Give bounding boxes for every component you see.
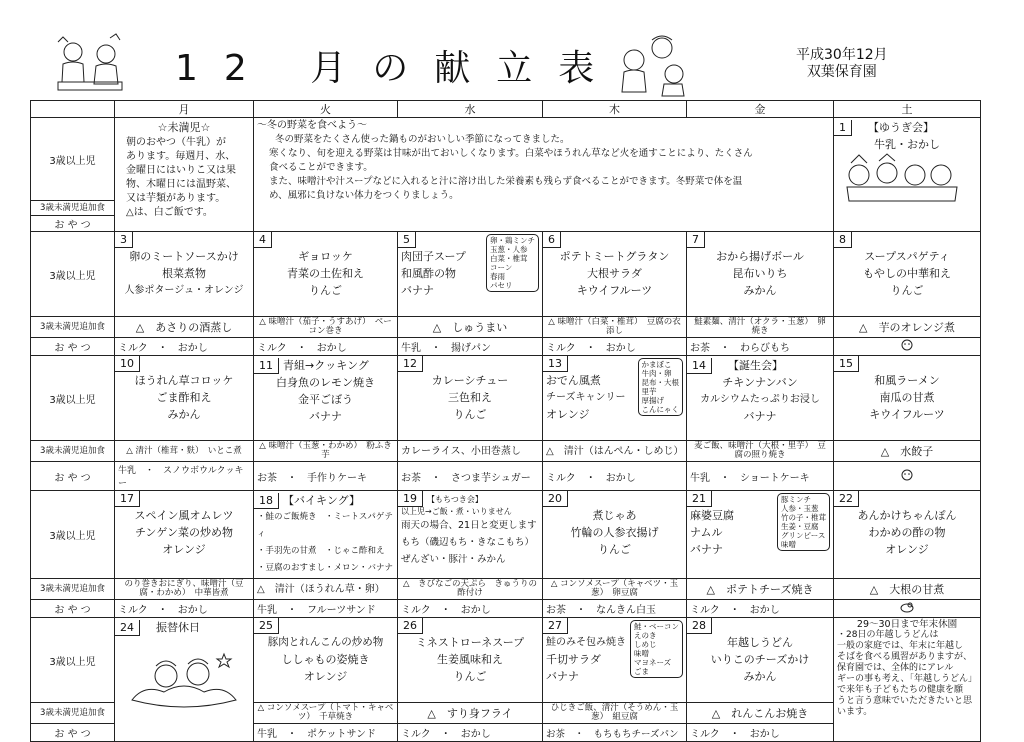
essay-cell bbox=[254, 118, 834, 232]
ingredient: 鮭・ベーコン bbox=[634, 622, 679, 631]
row-label-sub: 3歳未満児追加食 bbox=[31, 703, 115, 724]
day-cell-21 bbox=[687, 491, 834, 579]
menu-item: 昆布いりち bbox=[732, 267, 788, 280]
snack: ミルク ・ おかし bbox=[115, 600, 254, 618]
day-cell-10 bbox=[115, 356, 254, 441]
ingredient: 里芋 bbox=[641, 387, 657, 396]
row-label-main: 3歳以上児 bbox=[31, 491, 115, 579]
day-cell-18 bbox=[254, 491, 398, 579]
menu-item: ・手羽先の甘煮 ・じゃこ酢和え bbox=[257, 546, 385, 556]
recital-children-illustration bbox=[837, 153, 967, 203]
menu-item: 和風ラーメン bbox=[874, 374, 940, 387]
nursery-name: 双葉保育園 bbox=[806, 64, 877, 80]
row-label-snack: お や つ bbox=[31, 600, 115, 618]
menu-item: ギョロッケ bbox=[298, 250, 353, 263]
ingredient: マヨネーズ bbox=[634, 658, 672, 667]
snack: ミルク ・ おかし bbox=[687, 600, 834, 618]
row-label-sub: 3歳未満児追加食 bbox=[31, 579, 115, 600]
day-cell-17 bbox=[115, 491, 254, 579]
ingredient: 竹の子・椎茸 bbox=[781, 513, 826, 522]
snack: お茶 ・ なんきん白玉 bbox=[543, 600, 687, 618]
snack: ミルク ・ おかし bbox=[543, 338, 687, 356]
day-cell-14 bbox=[687, 356, 834, 441]
day-number: 10 bbox=[115, 356, 140, 372]
snack: ミルク ・ おかし bbox=[687, 724, 834, 742]
day-number: 11 bbox=[254, 358, 279, 374]
snack: ミルク ・ おかし bbox=[115, 338, 254, 356]
menu-item: ポテトミートグラタン bbox=[559, 250, 670, 263]
children-reading-illustration bbox=[48, 32, 130, 94]
week5-main-row bbox=[31, 618, 981, 703]
sub-dish: △ れんこんお焼き bbox=[687, 703, 834, 724]
menu-item: 南瓜の甘煮 bbox=[879, 391, 935, 404]
day-cell-25 bbox=[254, 618, 398, 703]
snack: 牛乳 ・ ポケットサンド bbox=[254, 724, 398, 742]
day-cell-12 bbox=[398, 356, 543, 441]
day-cell-13 bbox=[543, 356, 687, 441]
ingredient: パセリ bbox=[490, 281, 513, 290]
page-title: 12 月の献立表 bbox=[175, 48, 621, 89]
menu-item: オレンジ bbox=[162, 543, 206, 556]
ingredient: しめじ bbox=[634, 640, 657, 649]
row-label-snack: お や つ bbox=[31, 216, 115, 232]
snack: お茶 ・ さつま芋シュガー bbox=[398, 462, 543, 491]
essay-line: 冬の野菜をたくさん使った鍋ものがおいしい季節になってきました。 bbox=[275, 134, 570, 145]
sub-dish: △ 味噌汁（茄子・うすあげ） ベーコン巻き bbox=[254, 317, 398, 338]
row-label-sub: 3歳未満児追加食 bbox=[31, 201, 115, 216]
menu-item: 牛乳・おかし bbox=[874, 138, 940, 151]
menu-item: 大根サラダ bbox=[587, 267, 642, 280]
menu-table bbox=[30, 100, 981, 742]
menu-item: 根菜煮物 bbox=[162, 267, 206, 280]
memo-line: そばを食べる風習がありますが、 bbox=[837, 652, 973, 662]
memo-line: 一般の家庭では、年末に年越し bbox=[837, 641, 964, 651]
sub-dish: △ しゅうまい bbox=[398, 317, 543, 338]
day-cell-4 bbox=[254, 232, 398, 317]
menu-item: 鮭のみそ包み焼き bbox=[546, 637, 626, 648]
menu-item: 青菜の土佐和え bbox=[287, 267, 364, 280]
sub-dish: △ コンソメスープ（トマト・キャベツ） 千草焼き bbox=[254, 703, 398, 724]
day-cell-28 bbox=[687, 618, 834, 703]
day-number: 25 bbox=[254, 618, 279, 634]
memo-line: います。 bbox=[837, 707, 873, 717]
menu-item: ミネストローネスープ bbox=[415, 636, 525, 649]
menu-item: りんご bbox=[453, 408, 487, 421]
menu-item: りんご bbox=[453, 670, 487, 683]
day-cell-26 bbox=[398, 618, 543, 703]
ingredient: ごま bbox=[634, 667, 649, 676]
day-number: 27 bbox=[543, 618, 568, 634]
weekday-thu: 木 bbox=[543, 101, 687, 118]
essay-line: 食べることができます。 bbox=[269, 162, 373, 173]
ingredient: 牛肉・卵 bbox=[641, 369, 672, 378]
menu-item: キウイフルーツ bbox=[869, 408, 945, 421]
day-cell-15 bbox=[834, 356, 981, 441]
snack: お茶 ・ もちもちチーズパン bbox=[543, 724, 687, 742]
menu-item: チンゲン菜の炒め物 bbox=[134, 526, 233, 539]
day-number: 5 bbox=[398, 232, 416, 248]
ingredient: 味噌 bbox=[781, 540, 796, 549]
notice-line: 金曜日にはいりこ又は果 bbox=[126, 165, 236, 176]
notice-title: ☆未満児☆ bbox=[157, 121, 211, 134]
ingredient: 昆布・大根 bbox=[641, 378, 679, 387]
day-number: 20 bbox=[543, 491, 568, 507]
menu-item: ・鮭のご飯焼き ・ミートスパゲティ bbox=[257, 512, 393, 539]
menu-item: 年越しうどん bbox=[727, 636, 793, 649]
row-label-main: 3歳以上児 bbox=[31, 232, 115, 317]
day-number: 13 bbox=[543, 356, 568, 372]
day-cell-8 bbox=[834, 232, 981, 317]
sub-dish: △ 清汁（椎茸・麩） いとこ煮 bbox=[115, 441, 254, 462]
day-number: 28 bbox=[687, 618, 712, 634]
menu-item: バナナ bbox=[401, 284, 434, 297]
menu-item: 三色和え bbox=[448, 391, 492, 404]
menu-item: オレンジ bbox=[885, 543, 929, 556]
ingredient-box bbox=[777, 493, 830, 551]
children-playing-illustration bbox=[612, 30, 692, 98]
menu-item: おでん風煮 bbox=[546, 374, 601, 387]
snack: 牛乳 ・ 揚げパン bbox=[398, 338, 543, 356]
menu-item: バナナ bbox=[690, 543, 723, 556]
week2-main-row bbox=[31, 232, 981, 317]
menu-item: カレーシチュー bbox=[431, 374, 509, 387]
sub-dish: △ ポテトチーズ焼き bbox=[687, 579, 834, 600]
issue-date: 平成30年12月 bbox=[796, 47, 888, 63]
row-label-snack: お や つ bbox=[31, 338, 115, 356]
menu-item: スペイン風オムレツ bbox=[134, 509, 234, 522]
menu-item: あんかけちゃんぽん bbox=[857, 509, 957, 522]
sleeping-children-illustration bbox=[124, 644, 244, 716]
menu-item: 人参ポタージュ・オレンジ bbox=[124, 285, 244, 296]
day-cell-22 bbox=[834, 491, 981, 579]
week1-main-row bbox=[31, 118, 981, 201]
notice-line: 物、木曜日には温野菜、 bbox=[126, 179, 236, 190]
menu-item: 竹輪の人参衣揚げ bbox=[570, 526, 659, 539]
ingredient: 卵・鶏ミンチ bbox=[490, 236, 535, 245]
day-number: 14 bbox=[687, 358, 712, 374]
day-number: 4 bbox=[254, 232, 272, 248]
menu-item: みかん bbox=[167, 408, 201, 421]
sub-dish: △ 味噌汁（玉葱・わかめ） 粉ふき芋 bbox=[254, 441, 398, 462]
event-label: 振替休日 bbox=[156, 621, 200, 634]
menu-item: みかん bbox=[743, 284, 777, 297]
row-label-main: 3歳以上児 bbox=[31, 118, 115, 201]
ingredient: こんにゃく bbox=[641, 405, 679, 414]
menu-item: 煮じゃあ bbox=[592, 509, 637, 522]
event-label: 青組→クッキング bbox=[283, 359, 369, 372]
day-cell-3 bbox=[115, 232, 254, 317]
event-label: 【ゆうぎ会】 bbox=[868, 121, 934, 134]
menu-item: ・豆腐のおすまし・メロン・バナナ bbox=[257, 563, 394, 573]
menu-item: チーズキャンリー bbox=[546, 392, 626, 403]
sub-dish: のり巻きおにぎり、味噌汁（豆腐・わかめ） 中華皆煮 bbox=[115, 579, 254, 600]
sub-dish: 麦ご飯、味噌汁（大根・里芋） 豆腐の照り焼き bbox=[687, 441, 834, 462]
sub-dish: △ 清汁（ほうれん草・卵） bbox=[254, 579, 398, 600]
row-label-sub: 3歳未満児追加食 bbox=[31, 441, 115, 462]
ingredient: 生姜・豆腐 bbox=[781, 522, 819, 531]
day-cell-5 bbox=[398, 232, 543, 317]
day-cell-24 bbox=[115, 618, 254, 742]
menu-item: 和風酢の物 bbox=[401, 267, 456, 280]
menu-item: もち（磯辺もち・きなこもち） bbox=[401, 537, 535, 548]
ingredient: 白菜・椎茸 bbox=[490, 254, 528, 263]
menu-item: バナナ bbox=[546, 670, 579, 683]
day-cell-19 bbox=[398, 491, 543, 579]
day-number: 18 bbox=[254, 493, 279, 509]
menu-item: 生姜風味和え bbox=[437, 653, 503, 666]
sub-dish: △ コンソメスープ（キャベツ・玉葱） 卵豆腐 bbox=[543, 579, 687, 600]
menu-item: チキンナンバン bbox=[722, 376, 798, 389]
sub-dish: △ 芋のオレンジ煮 bbox=[834, 317, 981, 338]
snack: ミルク ・ おかし bbox=[398, 600, 543, 618]
row-label-main: 3歳以上児 bbox=[31, 618, 115, 703]
sub-dish: △ 清汁（はんぺん・しめじ） bbox=[543, 441, 687, 462]
event-label: 【誕生会】 bbox=[728, 359, 783, 372]
sub-dish: △ 水餃子 bbox=[834, 441, 981, 462]
snack: 牛乳 ・ フルーツサンド bbox=[254, 600, 398, 618]
day-number: 3 bbox=[115, 232, 133, 248]
menu-item: りんご bbox=[309, 284, 342, 297]
menu-item: オレンジ bbox=[303, 670, 348, 683]
weekday-header bbox=[31, 101, 981, 118]
menu-item: わかめの酢の物 bbox=[868, 526, 946, 539]
memo-line: ギーの事も考え、「年越しうどん」 bbox=[837, 674, 978, 684]
day-number: 15 bbox=[834, 356, 859, 372]
ingredient: 味噌 bbox=[634, 649, 649, 658]
menu-item: 肉団子スープ bbox=[401, 250, 466, 263]
ingredient-box bbox=[630, 620, 683, 678]
day-number: 1 bbox=[834, 120, 852, 136]
ingredient: コーン bbox=[490, 263, 513, 272]
menu-item: バナナ bbox=[743, 410, 777, 423]
ingredient: えのき bbox=[634, 631, 657, 640]
sub-dish: △ 味噌汁（白菜・椎茸） 豆腐の衣添し bbox=[543, 317, 687, 338]
weekday-sat: 土 bbox=[834, 101, 981, 118]
essay-line: 寒くなり、旬を迎える野菜は甘味が出ておいしくなります。白菜やほうれん草など火を通すことにより、たくさん bbox=[269, 148, 753, 159]
memo-line: うと言う意味でいただきたいと思 bbox=[837, 696, 973, 706]
sub-dish: △ きびなごの天ぷら きゅうりの酢付け bbox=[398, 579, 543, 600]
event-label: 【バイキング】 bbox=[283, 494, 360, 507]
snack: ミルク ・ おかし bbox=[543, 462, 687, 491]
sub-dish: △ すり身フライ bbox=[398, 703, 543, 724]
row-label-snack: お や つ bbox=[31, 462, 115, 491]
snack: ミルク ・ おかし bbox=[398, 724, 543, 742]
menu-item: りんご bbox=[890, 284, 924, 297]
notice-line: △は、白ご飯です。 bbox=[126, 207, 213, 218]
menu-item: いりこのチーズかけ bbox=[710, 653, 810, 666]
bird-icon bbox=[898, 601, 916, 613]
menu-item: 雨天の場合、21日と変更します bbox=[401, 520, 537, 531]
menu-item: スープスパゲティ bbox=[864, 250, 950, 263]
ingredient-box bbox=[638, 358, 684, 416]
menu-item: もやしの中華和え bbox=[863, 267, 951, 280]
notice-line: 朝のおやつ（牛乳）が bbox=[126, 137, 226, 148]
weekday-fri: 金 bbox=[687, 101, 834, 118]
menu-item: 金平ごぼう bbox=[298, 393, 353, 406]
day-number: 24 bbox=[115, 620, 140, 636]
ingredient: 玉葱・人参 bbox=[490, 245, 528, 254]
ingredient: グリンピース bbox=[781, 531, 826, 540]
day-cell-11 bbox=[254, 356, 398, 441]
ingredient: 厚揚げ bbox=[641, 396, 664, 405]
memo-line: で来年も子どもたちの健康を願 bbox=[837, 685, 964, 695]
sub-dish: △ 大根の甘煮 bbox=[834, 579, 981, 600]
day-cell-6 bbox=[543, 232, 687, 317]
smiley-face-icon bbox=[899, 469, 915, 481]
memo-line: ・28日の年越しうどんは bbox=[837, 630, 939, 640]
day-cell-1 bbox=[834, 118, 981, 232]
week3-main-row bbox=[31, 356, 981, 441]
day-number: 7 bbox=[687, 232, 705, 248]
ingredient: 人参・玉葱 bbox=[781, 504, 819, 513]
menu-item: ほうれん草コロッケ bbox=[134, 374, 234, 387]
ingredient: 春雨 bbox=[490, 272, 505, 281]
snack: 牛乳 ・ スノウボウルクッキー bbox=[115, 462, 254, 491]
memo-line: 29～30日まで年末休園 bbox=[856, 619, 958, 630]
menu-item: みかん bbox=[743, 670, 777, 683]
memo-line: 保育園では、全体的にアレル bbox=[837, 663, 954, 673]
day-number: 21 bbox=[687, 491, 712, 507]
snack: お茶 ・ わらびもち bbox=[687, 338, 834, 356]
row-label-main: 3歳以上児 bbox=[31, 356, 115, 441]
essay-line: め、風邪に負けない体力をつくりましょう。 bbox=[269, 190, 459, 201]
menu-item: 豚肉とれんこんの炒め物 bbox=[267, 636, 384, 648]
day-number: 22 bbox=[834, 491, 859, 507]
day-number: 6 bbox=[543, 232, 561, 248]
notice-cell bbox=[115, 118, 254, 232]
event-label: 【もちつき会】 bbox=[427, 495, 483, 504]
sub-dish: △ あさりの酒蒸し bbox=[115, 317, 254, 338]
sub-dish: 鮭素麺、清汁（オクラ・玉葱） 卵焼き bbox=[687, 317, 834, 338]
menu-item: キウイフルーツ bbox=[576, 284, 653, 297]
menu-item: ぜんざい・豚汁・みかん bbox=[401, 554, 506, 565]
day-cell-7 bbox=[687, 232, 834, 317]
day-number: 8 bbox=[834, 232, 852, 248]
menu-item: 麻婆豆腐 bbox=[690, 509, 734, 522]
menu-item: ナムル bbox=[690, 526, 723, 539]
menu-item: 千切サラダ bbox=[546, 653, 601, 666]
essay-line: また、味噌汁や汁スープなどに入れると汁に溶け出した栄養素も残らず食べることができます。冬野菜で体を温 bbox=[269, 176, 743, 187]
menu-item: 卵のミートソースかけ bbox=[129, 250, 239, 263]
snack: ミルク ・ おかし bbox=[254, 338, 398, 356]
menu-item: 以上児→ご飯・煮・いりません bbox=[401, 507, 512, 516]
year-end-memo bbox=[834, 618, 981, 742]
issue-info bbox=[796, 47, 888, 81]
day-number: 26 bbox=[398, 618, 423, 634]
snack: お茶 ・ 手作りケーキ bbox=[254, 462, 398, 491]
menu-item: おから揚げボール bbox=[716, 250, 804, 263]
sub-dish: ひじきご飯、清汁（そうめん・玉葱） 組豆腐 bbox=[543, 703, 687, 724]
notice-line: 又は芋類があります。 bbox=[126, 193, 226, 204]
row-label-sub: 3歳未満児追加食 bbox=[31, 317, 115, 338]
day-cell-27 bbox=[543, 618, 687, 703]
essay-title: ～冬の野菜を食べよう～ bbox=[257, 120, 367, 131]
day-number: 19 bbox=[398, 491, 423, 507]
menu-item: バナナ bbox=[309, 410, 342, 423]
smiley-face-icon bbox=[899, 339, 915, 351]
menu-item: りんご bbox=[598, 543, 631, 556]
menu-item: オレンジ bbox=[546, 408, 590, 421]
ingredient: 豚ミンチ bbox=[781, 495, 811, 504]
menu-item: 白身魚のレモン焼き bbox=[276, 376, 375, 389]
ingredient-box bbox=[486, 234, 539, 292]
week4-main-row bbox=[31, 491, 981, 579]
weekday-tue: 火 bbox=[254, 101, 398, 118]
menu-item: ししゃもの姿焼き bbox=[281, 653, 370, 666]
snack: 牛乳 ・ ショートケーキ bbox=[687, 462, 834, 491]
menu-item: カルシウムたっぷりお浸し bbox=[700, 394, 820, 405]
ingredient: かまぼこ bbox=[641, 360, 672, 369]
day-number: 12 bbox=[398, 356, 423, 372]
weekday-mon: 月 bbox=[115, 101, 254, 118]
weekday-wed: 水 bbox=[398, 101, 543, 118]
day-number: 17 bbox=[115, 491, 140, 507]
row-label-snack: お や つ bbox=[31, 724, 115, 742]
notice-line: あります。毎週月、水、 bbox=[126, 151, 236, 162]
sub-dish: カレーライス、小田巻蒸し bbox=[398, 441, 543, 462]
day-cell-20 bbox=[543, 491, 687, 579]
menu-item: ごま酢和え bbox=[156, 391, 212, 404]
